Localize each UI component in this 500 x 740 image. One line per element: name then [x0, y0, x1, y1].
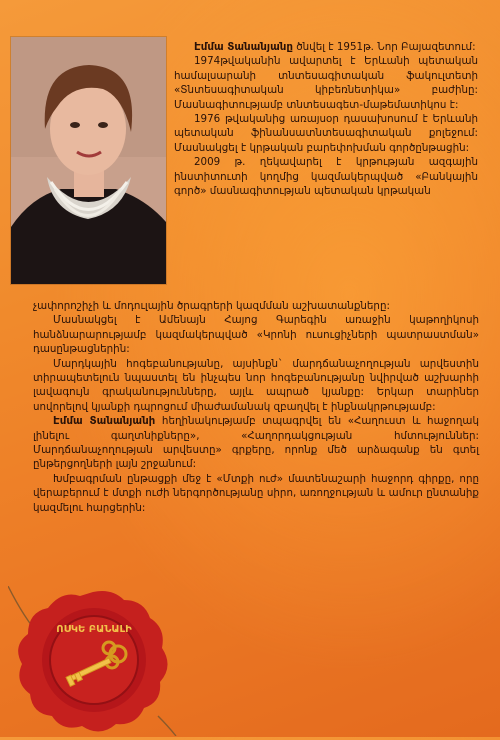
- bio-paragraph-6: [33, 414, 479, 472]
- bio-paragraph-3-end: չափորոշիչի և մոդուլային ծրագրերի կազմման աշխատանքները:: [33, 300, 390, 312]
- bio-paragraph-7: Խմբագրման ընթացքի մեջ է «Մտքի ուժ» մատենաշարի հաջորդ գիրքը, որը վերաբերում է մտքի ուժի ներգործությանը սիրո, առողջության և ամուր ընտանիք կազմելու հարցերին:: [33, 472, 479, 514]
- bio-paragraph-4: Մասնակցել է Ամենայն Հայոց Գարեգին առաջին կաթողիկոսի հանձնարարությամբ կազմակերպված «Կրոնի ուսուցիչների պատրաստման» դասընթացներին:: [33, 314, 479, 356]
- author-name: Էմմա Տանանյանը: [194, 41, 293, 53]
- bio-paragraph-6-text: հեղինակությամբ տպագրվել են «Հաղուստ և հաջողակ լինելու գաղտնիքները», «Հաղորդակցության հմտություններ: Մարդճանաչողության արվեստը» գրքերը, որոնք մեծ արձագանք են գտել ընթերցողների լայն շրջանում:: [33, 415, 479, 471]
- bio-paragraph-3-start: 2009 թ. ղեկավարել է կրթության ազգային ինստիտուտի կողմից կազմակերպված «Բանկային գործ» մասնագիտության պետական կրթական: [174, 156, 478, 198]
- bio-paragraph-2: 1976 թվականից առայսօր դասախոսում է Երևանի պետական ֆինանսատնտեսագիտական քոլեջում: Մասնակցել է կրթական բարեփոխման գործընթացին:: [174, 113, 478, 154]
- bio-right-column: [174, 40, 478, 198]
- seal-text: ՈՍԿԵ ԲԱՆԱԼԻ: [56, 624, 132, 635]
- bio-full-column: [33, 299, 479, 515]
- golden-key-seal: [8, 586, 178, 736]
- bio-paragraph-1: 1974թվականին ավարտել է Երևանի պետական համալսարանի տնտեսագիտական ֆակուլտետի «Տնտեսագիտական կիբեռնետիկա» բաժինը: Մասնագիտությամբ տնտեսագետ-մաթեմատիկոս է:: [174, 55, 478, 111]
- author-name-inline: Էմմա Տանանյանի: [53, 415, 156, 428]
- author-photo: [11, 37, 166, 284]
- bio-intro: [174, 40, 478, 54]
- bio-intro-text: ծնվել է 1951թ. Նոր Բայազետում:: [292, 41, 476, 53]
- bio-paragraph-5: Մարդկային հոգեբանությանը, այսինքն` մարդճանաչողության արվեստին տիրապետելուն նպաստել են ինչպես նոր հոգեբանությանը նվիրված աշխարհի լավագույն գրականությունները, այլև ապրած կյանքը: Երկար տարիներ սովորելով կյանքի դպրոցում միաժամանակ զբաղվել է ինքնակրթությամբ:: [33, 357, 479, 413]
